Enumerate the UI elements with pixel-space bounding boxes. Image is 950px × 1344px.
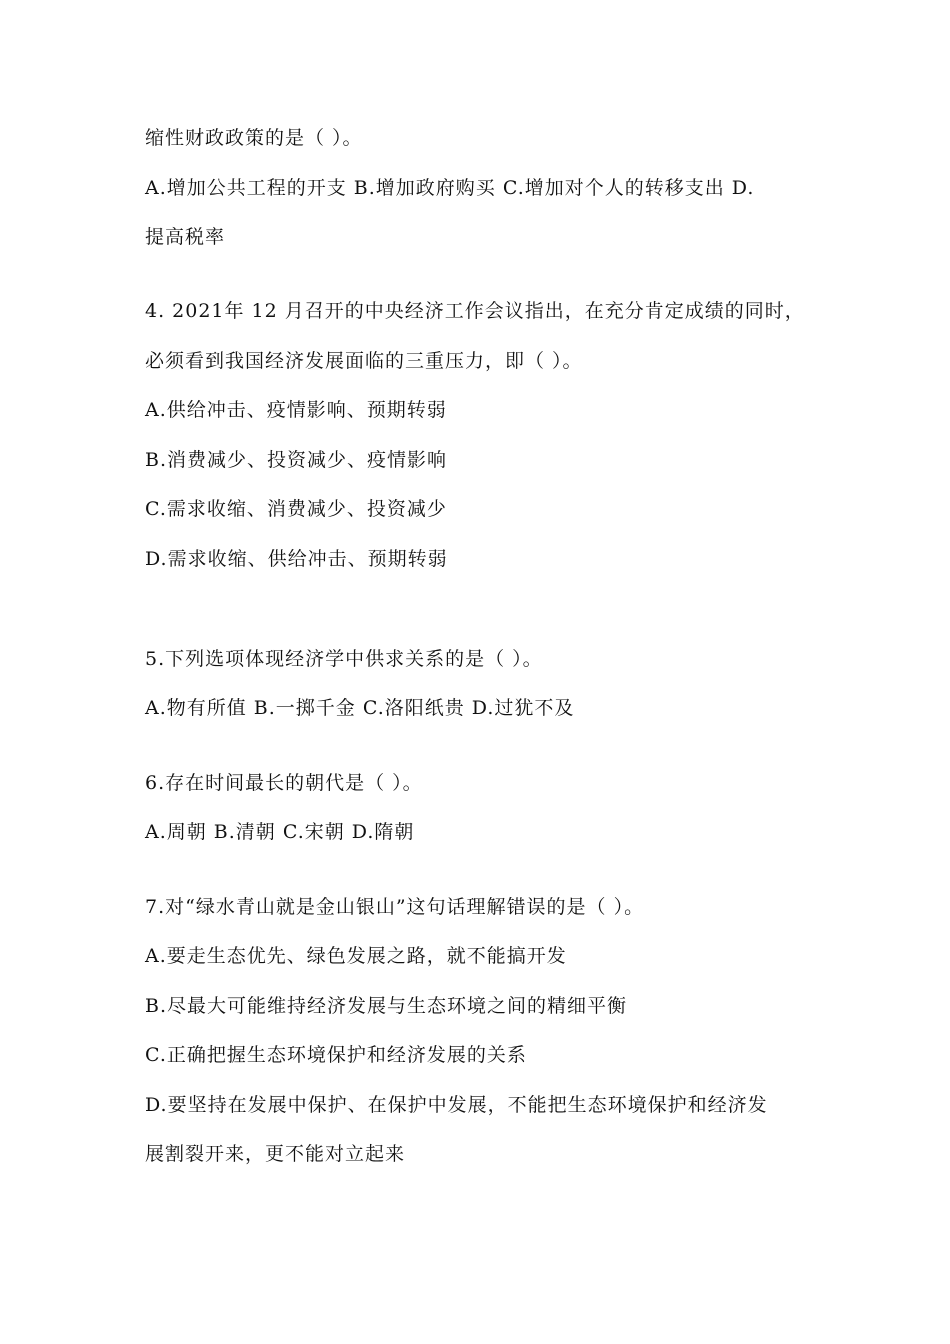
q6-options: A.周朝 B.清朝 C.宋朝 D.隋朝 [145, 821, 415, 843]
q7-option-d: D.要坚持在发展中保护、在保护中发展，不能把生态环境保护和经济发 [145, 1094, 768, 1116]
q4-option-c: C.需求收缩、消费减少、投资减少 [145, 498, 447, 520]
q3-options-continuation: 提高税率 [145, 226, 226, 248]
q4-option-b: B.消费减少、投资减少、疫情影响 [145, 449, 448, 471]
q4-title: 4. 2021年 12 月召开的中央经济工作会议指出，在充分肯定成绩的同时， [145, 300, 805, 322]
q7-option-c: C.正确把握生态环境保护和经济发展的关系 [145, 1044, 527, 1066]
q5-options: A.物有所值 B.一掷千金 C.洛阳纸贵 D.过犹不及 [145, 697, 575, 719]
q4-option-d: D.需求收缩、供给冲击、预期转弱 [145, 548, 448, 570]
q7-title: 7.对“绿水青山就是金山银山”这句话理解错误的是（ ）。 [145, 896, 645, 918]
q7-option-b: B.尽最大可能维持经济发展与生态环境之间的精细平衡 [145, 995, 628, 1017]
q5-title: 5.下列选项体现经济学中供求关系的是（ ）。 [145, 648, 543, 670]
q7-option-d-continuation: 展割裂开来，更不能对立起来 [145, 1143, 406, 1165]
q6-title: 6.存在时间最长的朝代是（ ）。 [145, 772, 423, 794]
q4-title-continuation: 必须看到我国经济发展面临的三重压力，即（ ）。 [145, 350, 583, 372]
q3-continuation: 缩性财政政策的是（ ）。 [145, 127, 363, 149]
q3-options: A.增加公共工程的开支 B.增加政府购买 C.增加对个人的转移支出 D. [145, 177, 755, 199]
q4-option-a: A.供给冲击、疫情影响、预期转弱 [145, 399, 447, 421]
q7-option-a: A.要走生态优先、绿色发展之路，就不能搞开发 [145, 945, 567, 967]
